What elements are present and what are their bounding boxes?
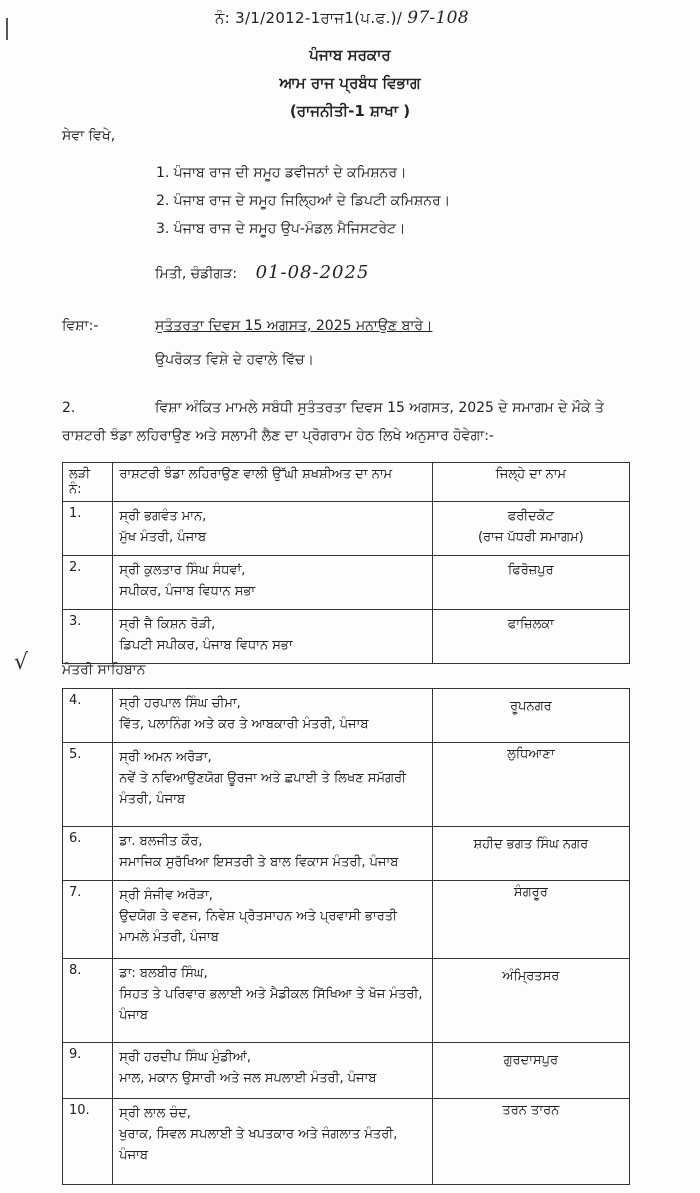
branch-name: (ਰਾਜਨੀਤੀ-1 ਸ਼ਾਖਾ ) [289, 102, 411, 120]
name-cell [113, 556, 432, 610]
person-designation: ਸਪੀਕਰ, ਪੰਜਾਬ ਵਿਧਾਨ ਸਭਾ [119, 584, 256, 599]
district-cell [432, 502, 629, 556]
date-handwritten: 01-08-2025 [255, 262, 370, 283]
table-row [63, 610, 630, 664]
table-row [63, 556, 630, 610]
dignitaries-table [62, 462, 630, 664]
subject-text: ਸੁਤੰਤਰਤਾ ਦਿਵਸ 15 ਅਗਸਤ, 2025 ਮਨਾਉਣ ਬਾਰੇ। [155, 318, 433, 334]
header-cell-serial: ਲੜੀ ਨੰ: [63, 463, 113, 502]
addressee-item: 2. ਪੰਜਾਬ ਰਾਜ ਦੇ ਸਮੂਹ ਜਿਲ੍ਹਿਆਂ ਦੇ ਡਿਪਟੀ ਕਮਿਸ਼ਨਰ। [156, 193, 451, 209]
table-row [63, 502, 630, 556]
name-cell [113, 1043, 432, 1099]
table-row [63, 959, 630, 1043]
person-name: ਸ੍ਰੀ ਹਰਦੀਪ ਸਿੰਘ ਮੁੰਡੀਆਂ, [119, 1050, 251, 1065]
serial-cell: 6. [63, 827, 113, 881]
header-cell-name: ਰਾਸ਼ਟਰੀ ਝੰਡਾ ਲਹਿਰਾਉਣ ਵਾਲੀ ਉੱਘੀ ਸ਼ਖਸ਼ੀਅਤ ਦਾ ਨਾਮ [113, 463, 432, 502]
person-designation: ਪੰਜਾਬ [119, 1148, 148, 1163]
reference-line: ਉਪਰੋਕਤ ਵਿਸ਼ੇ ਦੇ ਹਵਾਲੇ ਵਿੱਚ। [155, 352, 314, 368]
subject-label: ਵਿਸ਼ਾ:- [62, 318, 99, 334]
person-name: ਡਾ. ਬਲਜੀਤ ਕੌਰ, [119, 834, 203, 849]
district-cell: ਗੁਰਦਾਸਪੁਰ [432, 1043, 629, 1099]
date-label: ਮਿਤੀ, ਚੰਡੀਗੜ: [155, 266, 238, 282]
reference-number-handwritten: 97-108 [407, 8, 469, 28]
paragraph-number: 2. [62, 400, 76, 416]
reference-number [215, 8, 469, 28]
serial-cell: 4. [63, 689, 113, 743]
addressee-item: 1. ਪੰਜਾਬ ਰਾਜ ਦੀ ਸਮੂਹ ਡਵੀਜਨਾਂ ਦੇ ਕਮਿਸ਼ਨਰ। [156, 165, 407, 181]
serial-cell: 5. [63, 743, 113, 827]
name-cell [113, 1099, 432, 1185]
govt-name: ਪੰਜਾਬ ਸਰਕਾਰ [309, 46, 391, 64]
department-name: ਆਮ ਰਾਜ ਪ੍ਰਬੰਧ ਵਿਭਾਗ [279, 74, 421, 92]
handwritten-tick: √ [14, 650, 29, 675]
name-cell [113, 502, 432, 556]
reference-number-printed: ਨੰ: 3/1/2012-1ਰਾਜ1(ਪ.ਫ.)/ [215, 9, 403, 27]
district-name: ਫਾਜ਼ਿਲਕਾ [507, 617, 554, 632]
paragraph-line: ਵਿਸ਼ਾ ਅੰਕਿਤ ਮਾਮਲੇ ਸਬੰਧੀ ਸੁਤੰਤਰਤਾ ਦਿਵਸ 15 ਅਗਸਤ, 2025 ਦੇ ਸਮਾਗਮ ਦੇ ਮੌਕੇ ਤੇ [155, 400, 604, 416]
district-cell: ਸੰਗਰੂਰ [432, 881, 629, 959]
district-cell: ਰੂਪਨਗਰ [432, 689, 629, 743]
table-row [63, 743, 630, 827]
name-cell [113, 881, 432, 959]
serial-cell: 1. [63, 502, 113, 556]
serial-cell: 9. [63, 1043, 113, 1099]
table-row [63, 881, 630, 959]
person-designation: ਨਵੇਂ ਤੇ ਨਵਿਆਉਣਯੋਗ ਊਰਜਾ ਅਤੇ ਛਪਾਈ ਤੇ ਲਿਖਣ ਸਮੱਗਰੀ [119, 771, 407, 786]
addressee-item: 3. ਪੰਜਾਬ ਰਾਜ ਦੇ ਸਮੂਹ ਉਪ-ਮੰਡਲ ਮੈਜਿਸਟਰੇਟ। [156, 221, 406, 237]
name-cell [113, 689, 432, 743]
district-name: ਫਰੀਦਕੋਟ [507, 509, 554, 524]
person-name: ਸ੍ਰੀ ਸੰਜੀਵ ਅਰੋੜਾ, [119, 888, 213, 903]
district-cell: ਤਰਨ ਤਾਰਨ [432, 1099, 629, 1185]
person-name: ਸ੍ਰੀ ਕੁਲਤਾਰ ਸਿੰਘ ਸੰਧਵਾਂ, [119, 563, 246, 578]
paragraph-line: ਰਾਸ਼ਟਰੀ ਝੰਡਾ ਲਹਿਰਾਉਣ ਅਤੇ ਸਲਾਮੀ ਲੈਣ ਦਾ ਪ੍ਰੋਗਰਾਮ ਹੇਠ ਲਿਖੇ ਅਨੁਸਾਰ ਹੋਵੇਗਾ:- [62, 428, 494, 444]
serial-cell: 7. [63, 881, 113, 959]
table-header-row [63, 463, 630, 502]
person-name: ਸ੍ਰੀ ਹਰਪਾਲ ਸਿੰਘ ਚੀਮਾ, [119, 696, 241, 711]
ministers-table [62, 688, 630, 1185]
name-cell [113, 959, 432, 1043]
table-row [63, 827, 630, 881]
person-designation: ਡਿਪਟੀ ਸਪੀਕਰ, ਪੰਜਾਬ ਵਿਧਾਨ ਸਭਾ [119, 638, 293, 653]
serial-cell: 10. [63, 1099, 113, 1185]
district-cell: ਅੰਮ੍ਰਿਤਸਰ [432, 959, 629, 1043]
person-designation: ਮਾਲ, ਮਕਾਨ ਉਸਾਰੀ ਅਤੇ ਜਲ ਸਪਲਾਈ ਮੰਤਰੀ, ਪੰਜਾਬ [119, 1071, 377, 1086]
salutation: ਸੇਵਾ ਵਿਖੇ, [62, 128, 116, 144]
person-name: ਸ੍ਰੀ ਭਗਵੰਤ ਮਾਨ, [119, 509, 207, 524]
person-designation: ਖੁਰਾਕ, ਸਿਵਲ ਸਪਲਾਈ ਤੇ ਖਪਤਕਾਰ ਅਤੇ ਜੰਗਲਾਤ ਮੰਤਰੀ, [119, 1127, 398, 1142]
district-cell [432, 610, 629, 664]
date-line [155, 262, 369, 283]
person-name: ਸ੍ਰੀ ਜੈ ਕਿਸ਼ਨ ਰੋੜੀ, [119, 617, 216, 632]
district-note: (ਰਾਜ ਪੱਧਰੀ ਸਮਾਗਮ) [477, 530, 584, 545]
name-cell [113, 743, 432, 827]
district-cell: ਸ਼ਹੀਦ ਭਗਤ ਸਿੰਘ ਨਗਰ [432, 827, 629, 881]
serial-cell: 2. [63, 556, 113, 610]
district-cell [432, 556, 629, 610]
header-cell-district: ਜਿਲ੍ਹੇ ਦਾ ਨਾਮ [432, 463, 629, 502]
person-designation: ਮੁੱਖ ਮੰਤਰੀ, ਪੰਜਾਬ [119, 530, 207, 545]
district-cell: ਲੁਧਿਆਣਾ [432, 743, 629, 827]
person-name: ਡਾ: ਬਲਬੀਰ ਸਿੰਘ, [119, 966, 208, 981]
section-heading: ਮੰਤਰੀ ਸਾਹਿਬਾਨ [62, 662, 146, 678]
person-designation: ਮਾਮਲੇ ਮੰਤਰੀ, ਪੰਜਾਬ [119, 930, 219, 945]
person-designation: ਮੰਤਰੀ, ਪੰਜਾਬ [119, 792, 186, 807]
name-cell [113, 827, 432, 881]
person-designation: ਸਿਹਤ ਤੇ ਪਰਿਵਾਰ ਭਲਾਈ ਅਤੇ ਮੈਡੀਕਲ ਸਿੱਖਿਆ ਤੇ ਖੋਜ ਮੰਤਰੀ, [119, 987, 423, 1002]
table-row [63, 1043, 630, 1099]
person-designation: ਪੰਜਾਬ [119, 1008, 148, 1023]
serial-cell: 8. [63, 959, 113, 1043]
margin-mark [6, 18, 8, 40]
district-name: ਫਿਰੋਜ਼ਪੁਰ [508, 563, 554, 578]
person-designation: ਉਦਯੋਗ ਤੇ ਵਣਜ, ਨਿਵੇਸ਼ ਪ੍ਰੋਤਸਾਹਨ ਅਤੇ ਪ੍ਰਵਾਸੀ ਭਾਰਤੀ [119, 909, 398, 924]
serial-cell: 3. [63, 610, 113, 664]
name-cell [113, 610, 432, 664]
table-row [63, 1099, 630, 1185]
person-designation: ਵਿੱਤ, ਪਲਾਨਿੰਗ ਅਤੇ ਕਰ ਤੇ ਆਬਕਾਰੀ ਮੰਤਰੀ, ਪੰਜਾਬ [119, 717, 369, 732]
person-designation: ਸਮਾਜਿਕ ਸੁਰੱਖਿਆ ਇਸਤਰੀ ਤੇ ਬਾਲ ਵਿਕਾਸ ਮੰਤਰੀ, ਪੰਜਾਬ [119, 855, 399, 870]
person-name: ਸ੍ਰੀ ਅਮਨ ਅਰੋੜਾ, [119, 750, 212, 765]
table-row [63, 689, 630, 743]
person-name: ਸ੍ਰੀ ਲਾਲ ਚੰਦ, [119, 1106, 191, 1121]
